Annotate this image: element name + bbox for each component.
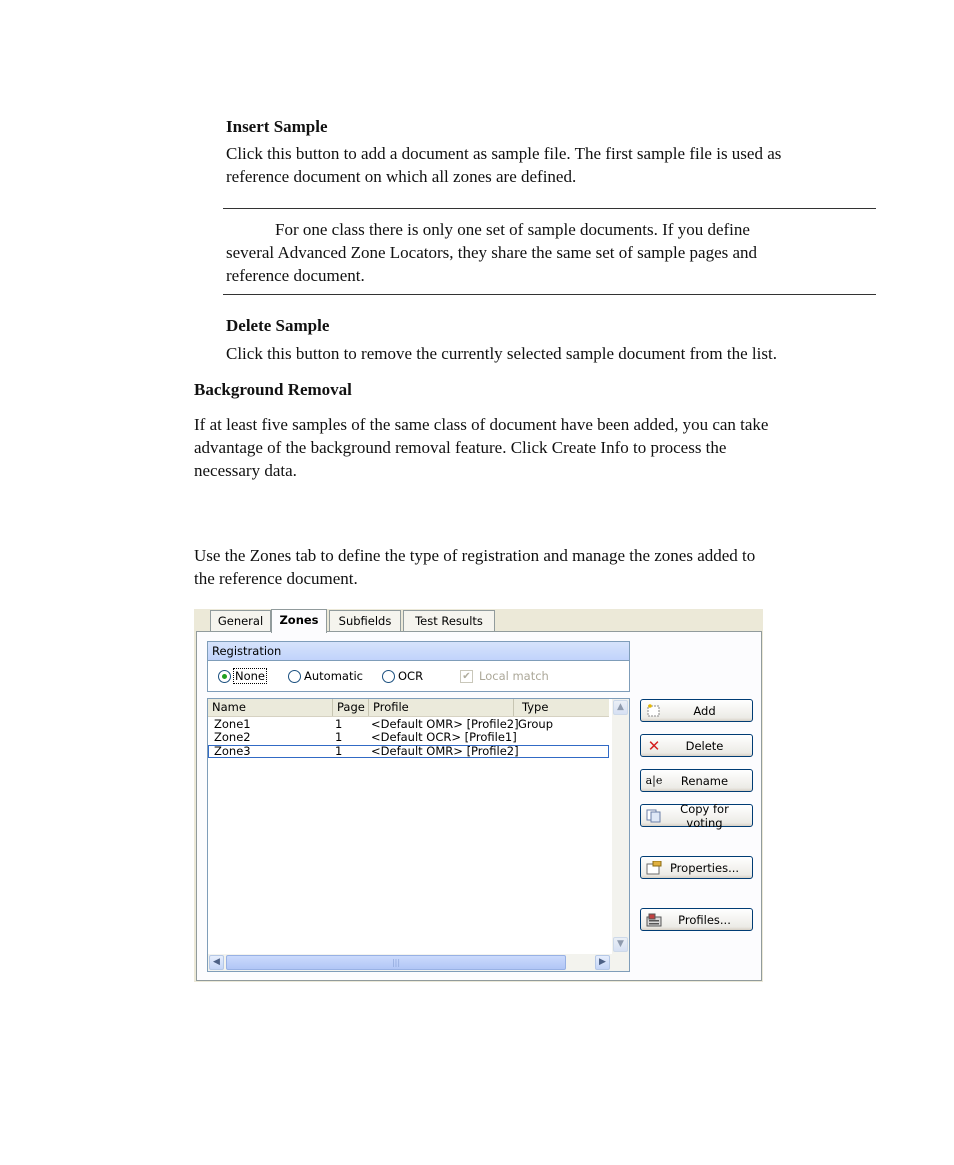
zones-intro-text-2: the reference document. [194, 569, 358, 588]
profiles-button-label: Profiles... [678, 912, 731, 927]
radio-ocr[interactable] [382, 669, 423, 683]
horizontal-scroll-thumb[interactable]: ||| [226, 955, 566, 970]
zone-profile: <Default OMR> [Profile2] [371, 717, 519, 731]
scroll-right-icon[interactable]: ▶ [595, 955, 610, 970]
delete-button[interactable] [640, 734, 753, 757]
zones-list[interactable] [207, 698, 630, 972]
add-button[interactable] [640, 699, 753, 722]
red-x-icon: ✕ [647, 736, 661, 755]
copy-for-voting-button[interactable] [640, 801, 753, 830]
radio-automatic-label: Automatic [304, 669, 363, 683]
radio-none-label: None [235, 669, 266, 683]
insert-sample-heading: Insert Sample [226, 117, 328, 136]
zone-name: Zone3 [214, 744, 251, 758]
local-match-checkbox[interactable] [460, 669, 549, 683]
copy-for-voting-label: Copy for voting [680, 801, 729, 830]
zone-profile: <Default OCR> [Profile1] [371, 730, 517, 744]
insert-sample-text-1: Click this button to add a document as sample file. The first sample file is used as [226, 144, 782, 163]
background-removal-heading: Background Removal [194, 380, 352, 399]
rename-button-label: Rename [680, 773, 729, 788]
zones-intro-text-1: Use the Zones tab to define the type of registration and manage the zones added to [194, 546, 756, 565]
column-header-type[interactable]: Type [522, 700, 549, 714]
delete-sample-heading: Delete Sample [226, 316, 330, 335]
zone-name: Zone2 [214, 730, 251, 744]
local-match-label: Local match [479, 669, 549, 683]
radio-none[interactable] [218, 669, 266, 683]
registration-title: Registration [208, 642, 629, 661]
tab-general[interactable]: General [210, 610, 271, 631]
local-match-check-icon: ✔ [460, 670, 473, 683]
zone-profile: <Default OMR> [Profile2] [371, 744, 519, 758]
insert-sample-text-2: reference document on which all zones are defined. [226, 167, 577, 186]
vertical-scrollbar[interactable] [612, 699, 629, 954]
column-header-page[interactable]: Page [333, 699, 369, 716]
delete-sample-text: Click this button to remove the currently selected sample document from the list. [226, 344, 777, 363]
background-removal-text-2: advantage of the background removal feature. Click Create Info to process the [194, 438, 727, 457]
zones-list-header [208, 699, 609, 717]
column-header-profile[interactable]: Profile [369, 699, 514, 716]
zone-name: Zone1 [214, 717, 251, 731]
properties-icon [645, 860, 663, 876]
profiles-button[interactable] [640, 908, 753, 931]
add-button-label: Add [693, 703, 716, 718]
horizontal-scrollbar[interactable] [208, 954, 630, 971]
column-header-name[interactable]: Name [208, 699, 333, 716]
background-removal-text-3: necessary data. [194, 461, 297, 480]
radio-automatic-indicator[interactable] [288, 670, 301, 683]
note-text-2: several Advanced Zone Locators, they share the same set of sample pages and [226, 243, 758, 262]
zone-page: 1 [335, 744, 343, 758]
tab-subfields[interactable]: Subfields [329, 610, 401, 631]
rename-icon: a|e [645, 774, 663, 787]
radio-ocr-indicator[interactable] [382, 670, 395, 683]
registration-group [207, 641, 630, 692]
scroll-up-icon[interactable]: ▲ [613, 700, 628, 715]
properties-button-label: Properties... [669, 860, 740, 875]
table-row-selected[interactable] [208, 745, 609, 758]
zone-page: 1 [335, 730, 343, 744]
radio-ocr-label: OCR [398, 669, 424, 683]
radio-none-indicator[interactable] [218, 670, 231, 683]
copy-icon [645, 808, 663, 824]
radio-automatic[interactable] [288, 669, 363, 683]
scroll-left-icon[interactable]: ◀ [209, 955, 224, 970]
new-zone-icon [645, 703, 663, 719]
zone-type: Group [518, 717, 554, 731]
note-text-3: reference document. [226, 266, 365, 285]
zones-dialog [194, 609, 763, 982]
table-row[interactable] [208, 731, 609, 744]
delete-button-label: Delete [685, 738, 724, 753]
profiles-icon [645, 912, 663, 928]
zones-panel [196, 631, 762, 981]
note-top-rule [223, 208, 876, 209]
tab-test-results[interactable]: Test Results [403, 610, 495, 631]
rename-button[interactable] [640, 769, 753, 792]
scroll-down-icon[interactable]: ▼ [613, 937, 628, 952]
note-text-1: For one class there is only one set of sample documents. If you define [275, 220, 750, 239]
tab-zones[interactable]: Zones [271, 609, 327, 633]
note-bottom-rule [223, 294, 876, 295]
zone-page: 1 [335, 717, 343, 731]
background-removal-text-1: If at least five samples of the same class of document have been added, you can take [194, 415, 769, 434]
properties-button[interactable] [640, 856, 753, 879]
